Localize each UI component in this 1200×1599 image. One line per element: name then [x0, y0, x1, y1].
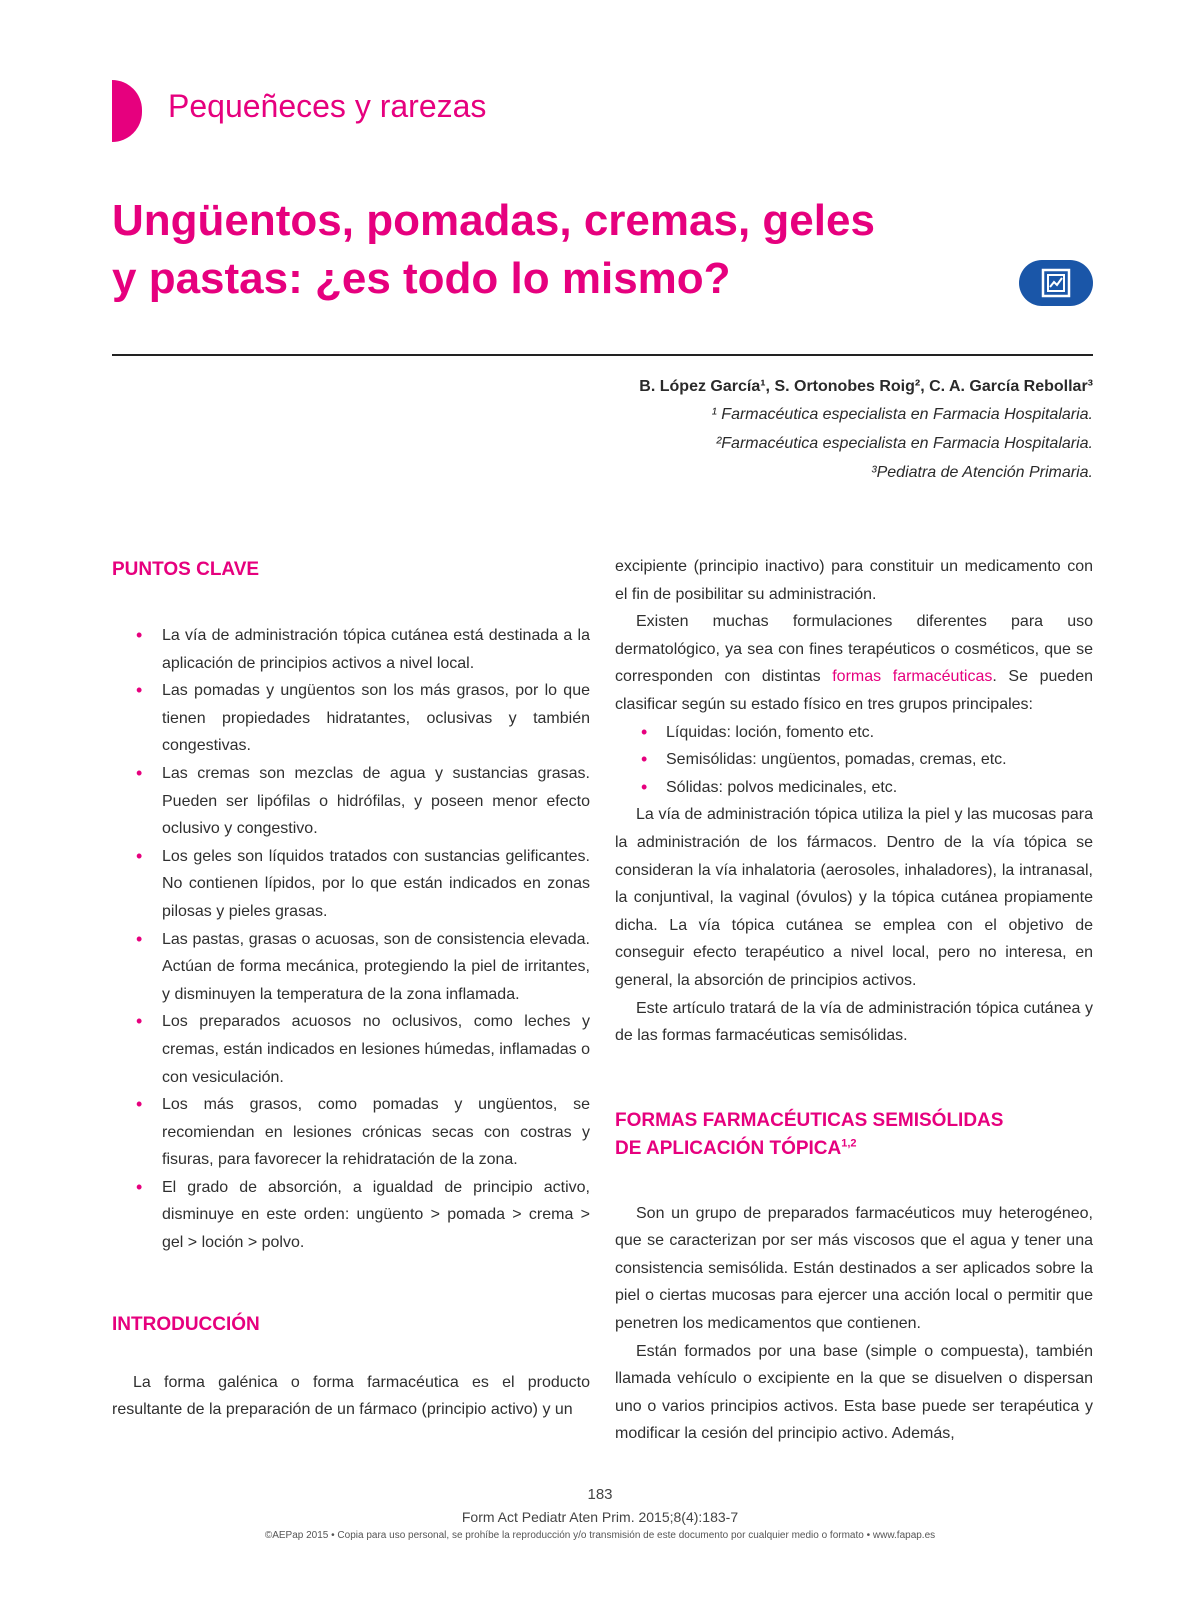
- paragraph-semisolid-definition: Son un grupo de preparados farmacéuticos muy heterogéneo, que se caracterizan por ser más viscosos que el agua y tener una consistencia semisólida. Están destinados a ser aplicados sobre la piel o ciertas mucosas para ejercer una acción local o permitir que penetren los medicamentos que contienen.: [615, 1204, 1093, 1333]
- heading-line-2: [615, 1135, 1093, 1163]
- bullet-icon: •: [641, 749, 648, 770]
- key-point-item: [112, 1174, 590, 1257]
- section-title: Pequeñeces y rarezas: [168, 88, 487, 124]
- bullet-icon: •: [136, 680, 143, 701]
- key-point-text: Los más grasos, como pomadas y ungüentos, se recomiendan en lesiones crónicas secas con costras y fisuras, para favorecer la rehidratación de la zona.: [162, 1096, 590, 1169]
- bullet-icon: •: [136, 845, 143, 866]
- affiliation-1: ¹ Farmacéutica especialista en Farmacia Hospitalaria.: [711, 406, 1093, 423]
- paragraph-article-scope: Este artículo tratará de la vía de administración tópica cutánea y de las formas farmacéuticas semisólidas.: [615, 999, 1093, 1045]
- article-title-line-1: Ungüentos, pomadas, cremas, geles: [112, 196, 875, 245]
- paragraph-continuation: excipiente (principio inactivo) para constituir un medicamento con el fin de posibilitar su administración.: [615, 558, 1093, 603]
- right-column: [615, 553, 1093, 1448]
- author-names: B. López García¹, S. Ortonobes Roig², C. A. García Rebollar³: [639, 378, 1093, 395]
- key-point-text: Los geles son líquidos tratados con sustancias gelificantes. No contienen lípidos, por lo que están indicados en zonas pilosas y pieles grasas.: [162, 847, 590, 920]
- introduction-heading: INTRODUCCIÓN: [112, 1313, 260, 1335]
- physical-state-item: [615, 719, 1093, 747]
- paragraph-formulations: [615, 608, 1093, 718]
- key-point-item: [112, 843, 590, 926]
- physical-state-text: Sólidas: polvos medicinales, etc.: [666, 778, 898, 796]
- left-column: [112, 556, 590, 1424]
- affiliation-2: ²Farmacéutica especialista en Farmacia Hospitalaria.: [715, 435, 1093, 452]
- paragraph-topical-route: La vía de administración tópica utiliza la piel y las mucosas para la administración de los fármacos. Dentro de la vía tópica se consideran la vía inhalatoria (aerosoles, inhaladores), la intranasal, la conjuntival, la vaginal (óvulos) y la tópica cutánea propiamente dicha. La vía tópica cutánea se emplea con el objetivo de conseguir efecto terapéutico a nivel local, pero no interesa, en general, la absorción de principios activos.: [615, 806, 1093, 989]
- article-title-line-2: y pastas: ¿es todo lo mismo?: [112, 254, 731, 303]
- physical-state-item: [615, 774, 1093, 802]
- paragraph-base-composition: Están formados por una base (simple o compuesta), también llamada vehículo o excipiente en la que se disuelven o dispersan uno o varios principios activos. Esta base puede ser terapéutica y modificar la cesión del principio activo. Además,: [615, 1342, 1093, 1443]
- physical-state-item: [615, 746, 1093, 774]
- bullet-icon: •: [136, 1011, 143, 1032]
- key-points-list: [112, 622, 590, 1257]
- key-point-item: [112, 1008, 590, 1091]
- key-point-item: [112, 926, 590, 1009]
- presentation-icon: [1040, 267, 1072, 299]
- heading-references[interactable]: 1,2: [841, 1137, 857, 1150]
- heading-line-2-text: DE APLICACIÓN TÓPICA: [615, 1137, 842, 1159]
- physical-state-list: [615, 719, 1093, 802]
- key-point-item: [112, 622, 590, 677]
- bullet-icon: •: [641, 776, 648, 797]
- author-block: [639, 374, 1093, 487]
- title-divider: [112, 354, 1093, 356]
- semisolid-forms-heading: [615, 1107, 1093, 1163]
- bullet-icon: •: [136, 928, 143, 949]
- bullet-icon: •: [136, 1176, 143, 1197]
- key-point-text: Las pomadas y ungüentos son los más grasos, por lo que tienen propiedades hidratantes, oclusivas y también congestivas.: [162, 682, 590, 755]
- heading-line-1: FORMAS FARMACÉUTICAS SEMISÓLIDAS: [615, 1109, 1004, 1131]
- page-number: 183: [587, 1486, 613, 1503]
- key-point-item: [112, 760, 590, 843]
- journal-citation: Form Act Pediatr Aten Prim. 2015;8(4):183-7: [461, 1509, 739, 1525]
- physical-state-text: Semisólidas: ungüentos, pomadas, cremas, etc.: [666, 751, 1007, 769]
- pharmaceutical-forms-link[interactable]: formas farmacéuticas: [832, 668, 993, 686]
- key-point-text: La vía de administración tópica cutánea está destinada a la aplicación de principios activos a nivel local.: [162, 627, 590, 672]
- key-point-text: Los preparados acuosos no oclusivos, como leches y cremas, están indicados en lesiones húmedas, inflamadas o con vesiculación.: [162, 1013, 590, 1086]
- copyright-notice: ©AEPap 2015 • Copia para uso personal, se prohíbe la reproducción y/o transmisión de este documento por cualquier medio o formato • www.fapap.es: [264, 1530, 936, 1541]
- key-point-item: [112, 1091, 590, 1174]
- document-badge-icon[interactable]: [1019, 260, 1093, 306]
- key-points-heading: PUNTOS CLAVE: [112, 559, 260, 580]
- bullet-icon: •: [641, 721, 648, 742]
- bullet-icon: •: [136, 1094, 143, 1115]
- key-point-text: El grado de absorción, a igualdad de principio activo, disminuye en este orden: ungüento > pomada > crema > gel > loción > polvo.: [162, 1178, 590, 1252]
- article-title: [112, 192, 1012, 308]
- physical-state-text: Líquidas: loción, fomento etc.: [666, 723, 875, 741]
- bullet-icon: •: [136, 762, 143, 783]
- paragraph-text: . Se pueden clasificar según su estado físico en tres grupos principales:: [615, 668, 1094, 713]
- key-point-text: Las pastas, grasas o acuosas, son de consistencia elevada. Actúan de forma mecánica, protegiendo la piel de irritantes, y disminuyen la temperatura de la zona inflamada.: [162, 930, 590, 1003]
- bullet-icon: •: [136, 625, 143, 645]
- introduction-paragraph: La forma galénica o forma farmacéutica es el producto resultante de la preparación de un fármaco (principio activo) y un: [112, 1373, 590, 1419]
- key-point-item: [112, 677, 590, 760]
- section-tab-marker: [112, 80, 142, 142]
- key-point-text: Las cremas son mezclas de agua y sustancias grasas. Pueden ser lipófilas o hidrófilas, y poseen menor efecto oclusivo y congestivo.: [162, 764, 590, 838]
- affiliation-3: ³Pediatra de Atención Primaria.: [871, 464, 1093, 481]
- paragraph-text: Existen muchas formulaciones diferentes para uso dermatológico, ya sea con fines terapéuticos o cosméticos, que se corresponden con distintas: [615, 613, 1093, 686]
